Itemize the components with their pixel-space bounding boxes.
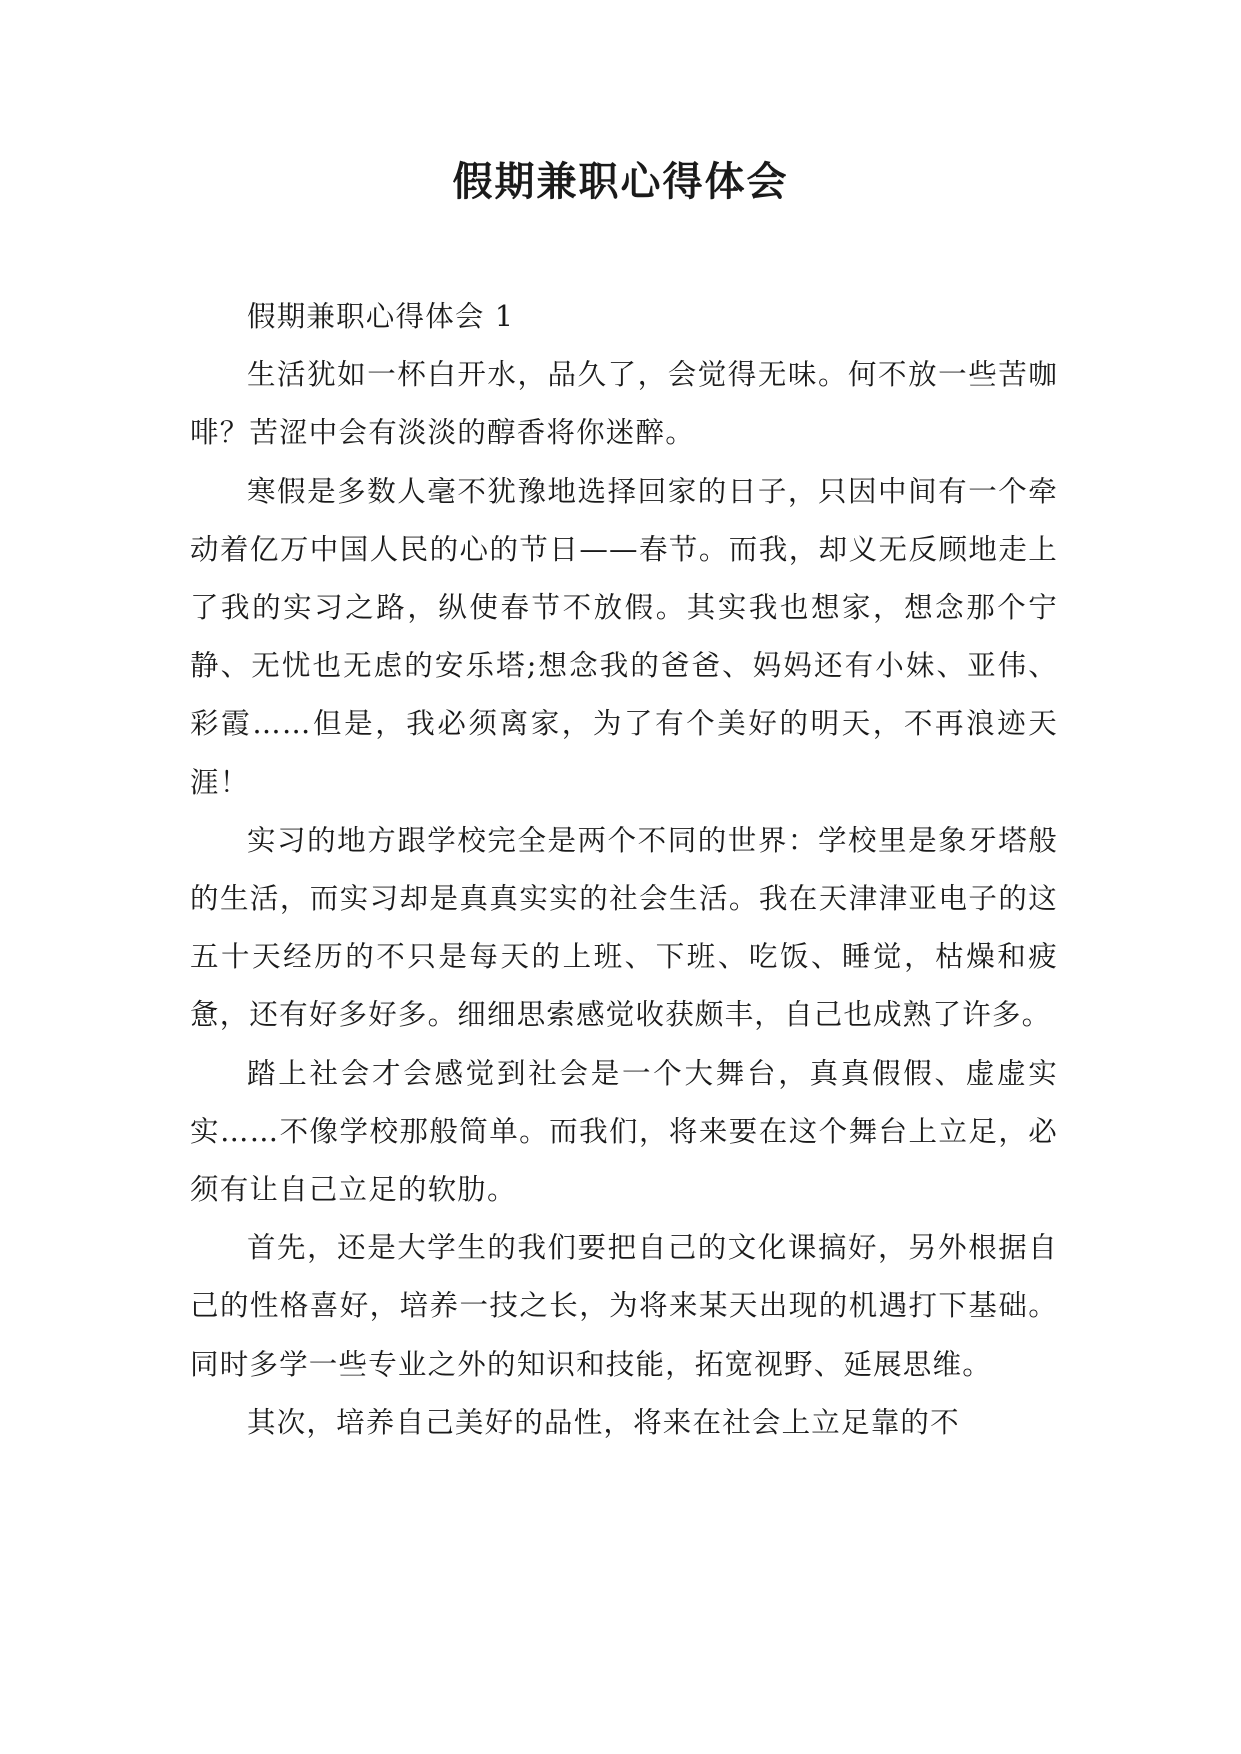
document-body <box>190 288 1058 1452</box>
document-title: 假期兼职心得体会 <box>452 159 789 205</box>
paragraph: 其次，培养自己美好的品性，将来在社会上立足靠的不 <box>247 1405 960 1439</box>
paragraph: 实习的地方跟学校完全是两个不同的世界：学校里是象牙塔般的生活，而实习却是真真实实的社会生活。我在天津津亚电子的这五十天经历的不只是每天的上班、下班、吃饭、睡觉，枯燥和疲惫，还有好多好多。细细思索感觉收获颇丰，自己也成熟了许多。 <box>190 823 1058 1032</box>
paragraph: 寒假是多数人毫不犹豫地选择回家的日子，只因中间有一个牵动着亿万中国人民的心的节日——春节。而我，却义无反顾地走上了我的实习之路，纵使春节不放假。其实我也想家，想念那个宁静、无忧也无虑的安乐塔;想念我的爸爸、妈妈还有小妹、亚伟、彩霞……但是，我必须离家，为了有个美好的明天，不再浪迹天涯！ <box>190 474 1058 799</box>
section-heading: 假期兼职心得体会 1 <box>247 300 515 333</box>
paragraph: 首先，还是大学生的我们要把自己的文化课搞好，另外根据自己的性格喜好，培养一技之长，为将来某天出现的机遇打下基础。同时多学一些专业之外的知识和技能，拓宽视野、延展思维。 <box>190 1231 1058 1381</box>
paragraph: 踏上社会才会感觉到社会是一个大舞台，真真假假、虚虚实实……不像学校那般简单。而我们，将来要在这个舞台上立足，必须有让自己立足的软肋。 <box>190 1056 1058 1207</box>
paragraph: 生活犹如一杯白开水，品久了，会觉得无味。何不放一些苦咖啡？苦涩中会有淡淡的醇香将你迷醉。 <box>190 358 1058 450</box>
